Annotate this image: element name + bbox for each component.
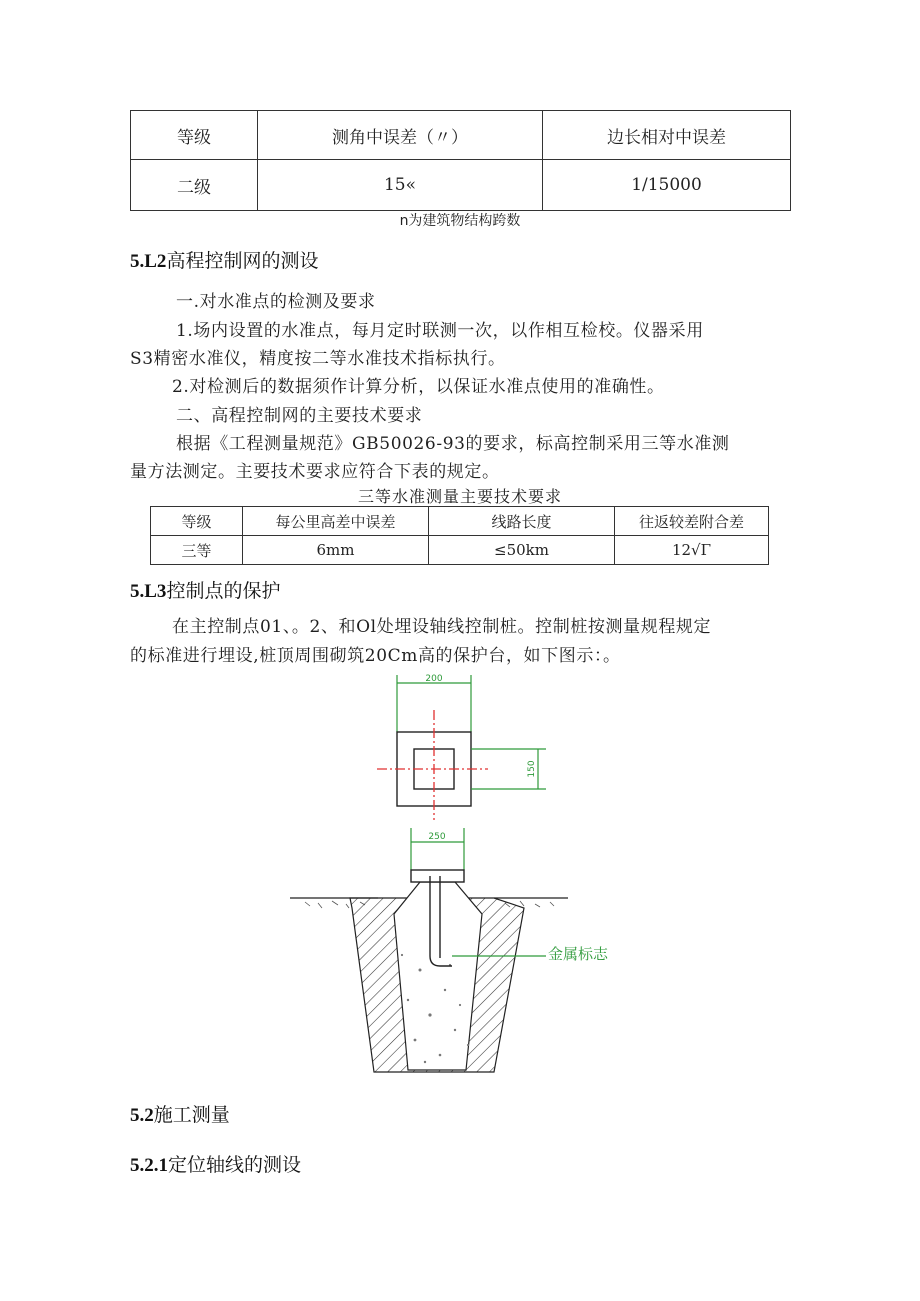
dim-label-top: 200 xyxy=(425,674,443,684)
table-note: n为建筑物结构跨数 xyxy=(399,213,521,229)
table-cell: ≤50km xyxy=(429,536,615,565)
table-caption: 三等水准测量主要技术要求 xyxy=(357,487,562,506)
protection-platform xyxy=(411,870,464,882)
table-cell: 1/15000 xyxy=(543,160,791,211)
table-header-cell: 等级 xyxy=(131,111,258,160)
table-header-cell: 边长相对中误差 xyxy=(543,111,791,160)
section-title: 控制点的保护 xyxy=(166,580,281,602)
section-view xyxy=(290,828,609,1072)
section-number: 5.L2 xyxy=(130,251,167,272)
table-header-row xyxy=(151,507,769,536)
table-cell: 二级 xyxy=(131,160,258,211)
section-title: 施工测量 xyxy=(153,1104,230,1126)
table-header-cell: 等级 xyxy=(151,507,243,536)
plan-view xyxy=(377,674,546,820)
paragraph: 1.场内设置的水准点，每月定时联测一次，以作相互检校。仪器采用 xyxy=(176,321,704,341)
paragraph: 量方法测定。主要技术要求应符合下表的规定。 xyxy=(130,462,500,482)
section-number: 5.L3 xyxy=(130,581,167,602)
metal-marker-label: 金属标志 xyxy=(548,945,609,963)
paragraph: 二、高程控制网的主要技术要求 xyxy=(176,406,423,426)
pile-core xyxy=(394,882,482,1070)
paragraph: 一.对水准点的检测及要求 xyxy=(176,292,376,312)
section-heading-5-1-3 xyxy=(130,576,280,603)
table-header-cell: 线路长度 xyxy=(429,507,615,536)
table-header-cell: 往返较差附合差 xyxy=(615,507,769,536)
table-header-cell: 每公里高差中误差 xyxy=(243,507,429,536)
section-title: 定位轴线的测设 xyxy=(168,1154,302,1176)
section-heading-5-2 xyxy=(130,1100,230,1127)
paragraph: S3精密水准仪，精度按二等水准技术指标执行。 xyxy=(130,349,506,369)
paragraph: 的标准进行埋设,桩顶周围砌筑20Cm高的保护台，如下图示：。 xyxy=(130,646,621,666)
paragraph: 2.对检测后的数据须作计算分析，以保证水准点使用的准确性。 xyxy=(172,377,665,397)
table-row xyxy=(131,160,791,211)
paragraph: 在主控制点01、。2、和Ol处埋设轴线控制桩。控制桩按测量规程规定 xyxy=(172,617,712,637)
table-cell: 三等 xyxy=(151,536,243,565)
table-row xyxy=(151,536,769,565)
paragraph: 根据《工程测量规范》GB50026-93的要求，标高控制采用三等水准测 xyxy=(176,434,730,454)
control-pile-diagram xyxy=(280,670,650,1086)
section-heading-5-2-1 xyxy=(130,1150,301,1177)
section-number: 5.2.1 xyxy=(130,1155,168,1176)
table-cell: 15« xyxy=(258,160,543,211)
table-cell: 12√Γ xyxy=(615,536,769,565)
leveling-requirements-table xyxy=(150,506,769,565)
dim-label-side: 150 xyxy=(527,760,537,778)
dim-label-mid: 250 xyxy=(428,832,446,842)
table-header-cell: 测角中误差（〃） xyxy=(258,111,543,160)
angle-accuracy-table xyxy=(130,110,791,211)
section-number: 5.2 xyxy=(130,1105,154,1126)
table-cell: 6mm xyxy=(243,536,429,565)
section-heading-5-1-2 xyxy=(130,246,318,273)
section-title: 高程控制网的测设 xyxy=(166,250,319,272)
table-header-row xyxy=(131,111,791,160)
